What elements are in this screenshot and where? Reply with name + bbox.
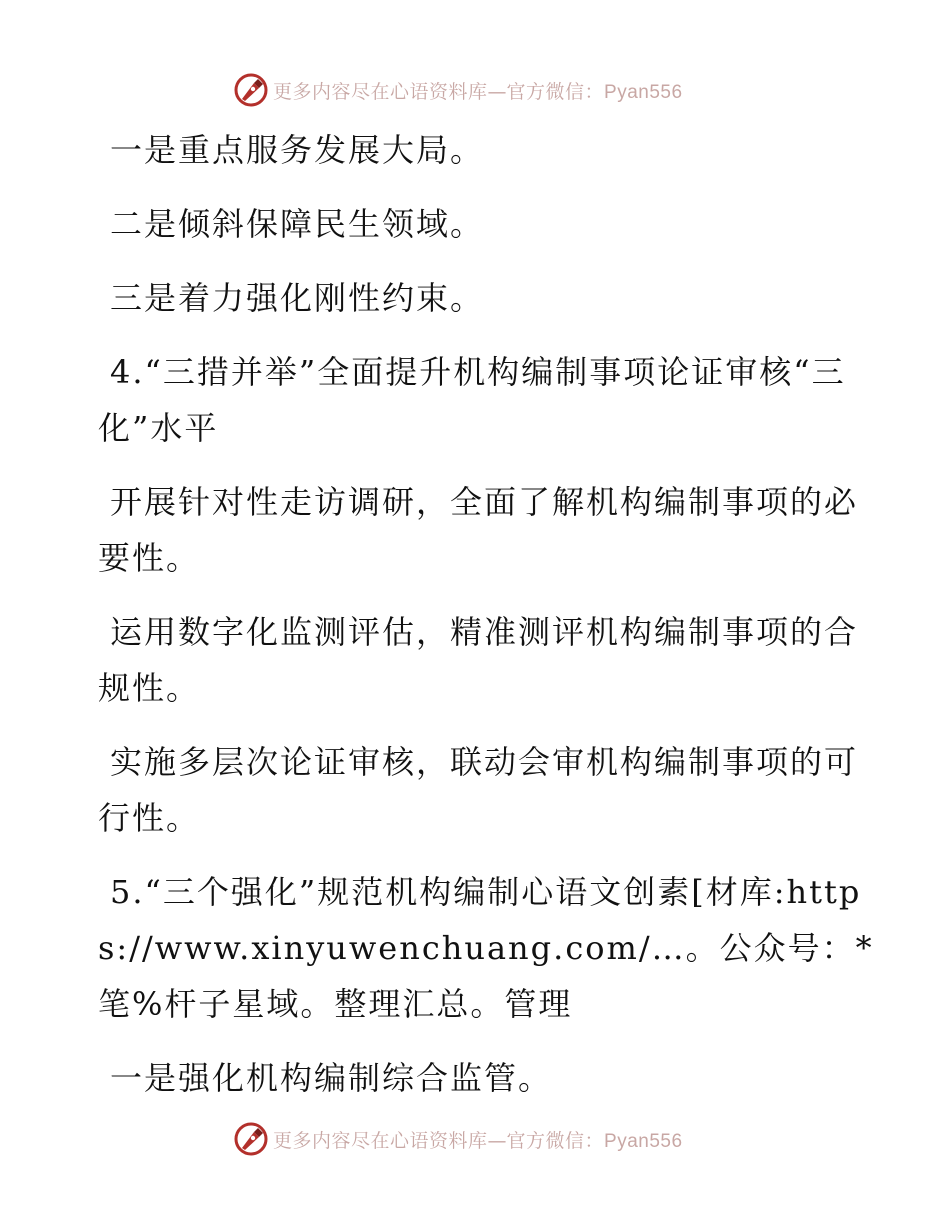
paragraph (98, 122, 878, 178)
paragraph-text: 一是重点服务发展大局。 (110, 131, 485, 169)
section-heading (98, 864, 878, 1032)
watermark-main-text: 更多内容尽在心语资料库 (273, 80, 488, 103)
watermark-dash: — (487, 1129, 507, 1152)
section-heading (98, 344, 878, 456)
header-watermark-banner (233, 70, 733, 110)
watermark-text (273, 1126, 683, 1153)
pen-nib-logo-icon (233, 72, 269, 108)
paragraph (98, 474, 878, 586)
paragraph (98, 734, 878, 846)
document-body (98, 122, 878, 1124)
paragraph-text: 三是着力强化刚性约束。 (110, 279, 485, 317)
watermark-text (273, 77, 683, 104)
paragraph (98, 270, 878, 326)
section-heading-text: 5.“三个强化”规范机构编制心语文创素[材库:https://www.xinyuwenchuang.com/…。公众号：*笔%杆子星域。整理汇总。管理 (98, 873, 874, 1023)
paragraph-text: 一是强化机构编制综合监管。 (110, 1059, 553, 1097)
footer-watermark-banner (233, 1119, 733, 1159)
paragraph-text: 开展针对性走访调研，全面了解机构编制事项的必要性。 (98, 483, 859, 577)
watermark-dash: — (487, 80, 507, 103)
paragraph (98, 196, 878, 252)
paragraph-text: 实施多层次论证审核，联动会审机构编制事项的可行性。 (98, 743, 859, 837)
paragraph (98, 1050, 878, 1106)
pen-nib-logo-icon (233, 1121, 269, 1157)
section-heading-text: 4.“三措并举”全面提升机构编制事项论证审核“三化”水平 (98, 353, 846, 447)
watermark-main-text: 更多内容尽在心语资料库 (273, 1129, 488, 1152)
watermark-label: 官方微信： (506, 80, 605, 103)
watermark-label: 官方微信： (506, 1129, 605, 1152)
watermark-brand: Pyan556 (604, 1130, 683, 1152)
paragraph-text: 运用数字化监测评估，精准测评机构编制事项的合规性。 (98, 613, 859, 707)
paragraph (98, 604, 878, 716)
watermark-brand: Pyan556 (604, 81, 683, 103)
paragraph-text: 二是倾斜保障民生领域。 (110, 205, 485, 243)
